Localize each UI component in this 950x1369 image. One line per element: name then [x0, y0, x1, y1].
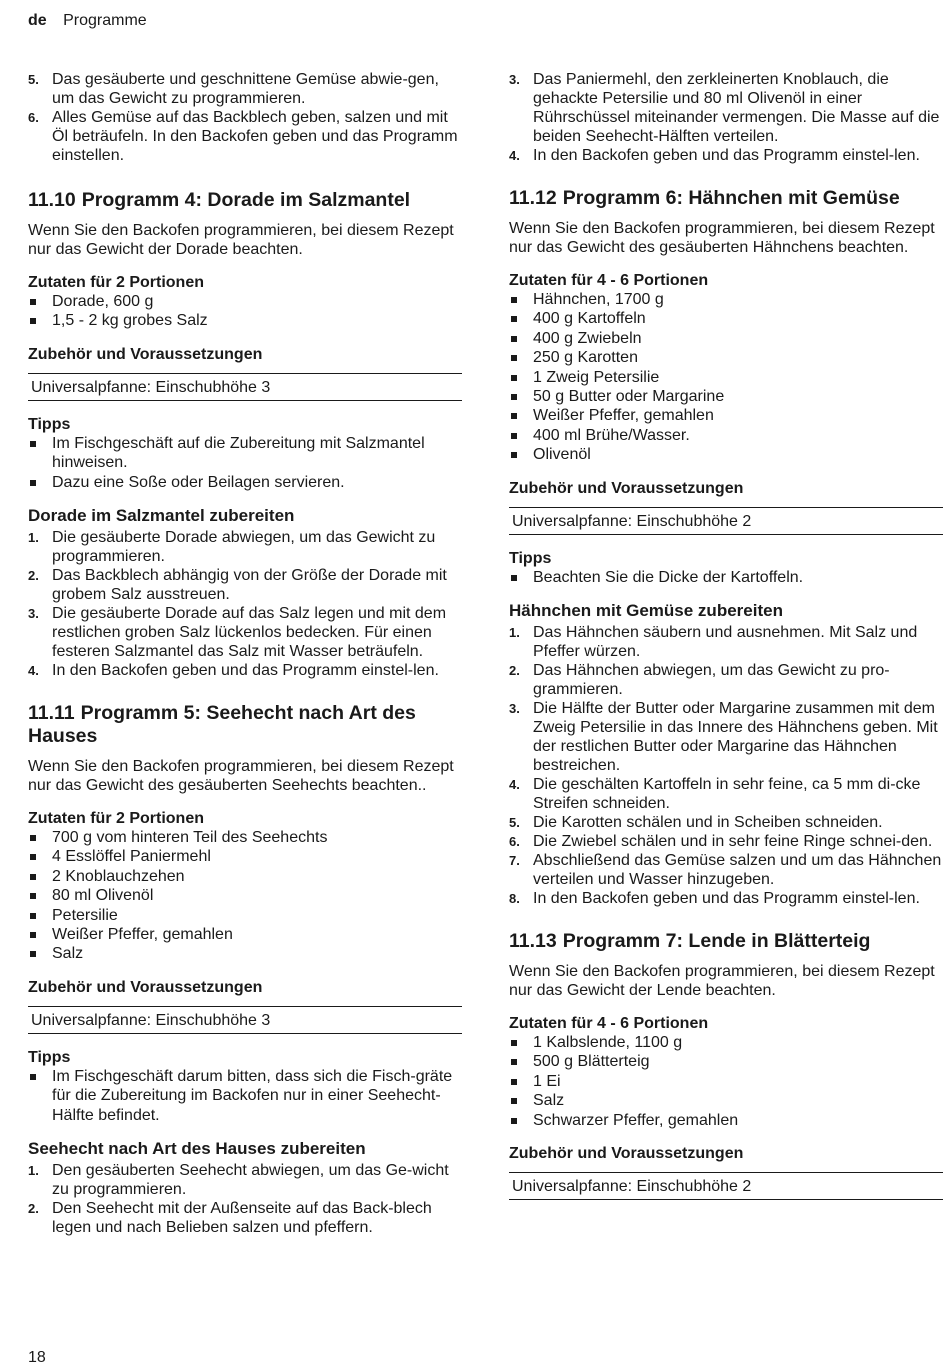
- list-item: 1,5 - 2 kg grobes Salz: [28, 311, 462, 330]
- step-number: 8.: [509, 891, 520, 907]
- accessories-label: Zubehör und Voraussetzungen: [509, 1145, 744, 1163]
- list-item: 1 Kalbslende, 1100 g: [509, 1033, 943, 1052]
- prep-heading: Hähnchen mit Gemüse zubereiten: [509, 601, 783, 621]
- step-number: 3.: [509, 72, 520, 87]
- continued-steps: [28, 70, 462, 165]
- list-item: Weißer Pfeffer, gemahlen: [509, 406, 943, 425]
- accessory-table: Universalpfanne: Einschubhöhe 2: [509, 507, 943, 535]
- step-item: [509, 775, 943, 813]
- step-text: In den Backofen geben und das Programm einstel-len.: [52, 662, 439, 680]
- left-column: [28, 70, 462, 1237]
- step-item: [509, 851, 943, 889]
- list-item: 2 Knoblauchzehen: [28, 867, 462, 886]
- step-item: [28, 604, 462, 661]
- section-intro: Wenn Sie den Backofen programmieren, bei diesem Rezept nur das Gewicht der Dorade beachten.: [28, 222, 454, 258]
- accessory-table: Universalpfanne: Einschubhöhe 2: [509, 1172, 943, 1200]
- list-item: 80 ml Olivenöl: [28, 886, 462, 905]
- list-item: 400 g Zwiebeln: [509, 329, 943, 348]
- list-item: 1 Zweig Petersilie: [509, 368, 943, 387]
- tips-list: [28, 1067, 462, 1125]
- language-code: de: [28, 12, 47, 29]
- step-text: Die geschälten Kartoffeln in sehr feine, ca 5 mm di-cke Streifen schneiden.: [533, 776, 921, 813]
- section-intro: Wenn Sie den Backofen programmieren, bei diesem Rezept nur das Gewicht des gesäuberten Seehechts beachten..: [28, 758, 454, 795]
- step-number: 2.: [28, 568, 39, 584]
- step-text: Den Seehecht mit der Außenseite auf das Back-blech legen und nach Belieben salzen und pfeffern.: [52, 1200, 432, 1237]
- step-text: Abschließend das Gemüse salzen und um das Hähnchen verteilen und Wasser hinzugeben.: [533, 852, 942, 889]
- step-item: [509, 813, 943, 832]
- accessory-table: Universalpfanne: Einschubhöhe 3: [28, 373, 462, 401]
- accessories-label: Zubehör und Voraussetzungen: [28, 345, 263, 363]
- step-item: [509, 623, 943, 661]
- list-item: 4 Esslöffel Paniermehl: [28, 847, 462, 866]
- section-title: Programm 4: Dorade im Salzmantel: [81, 189, 411, 211]
- section-number: 11.11: [28, 702, 75, 725]
- tips-list: [28, 434, 462, 492]
- prep-steps: [28, 528, 462, 680]
- header-section: Programme: [63, 12, 147, 29]
- step-item: [509, 889, 943, 908]
- step-text: Das gesäuberte und geschnittene Gemüse abwie-gen, um das Gewicht zu programmieren.: [52, 71, 439, 107]
- step-text: Das Paniermehl, den zerkleinerten Knoblauch, die gehackte Petersilie und 80 ml Olivenöl in einer Rührschüssel miteinander vermengen. Die Masse auf die beiden Seehecht-Hälften verteilen.: [533, 71, 940, 145]
- prep-steps: [509, 623, 943, 908]
- step-item: [509, 70, 943, 146]
- tips-label: Tipps: [28, 1048, 71, 1066]
- section-title: Programm 6: Hähnchen mit Gemüse: [562, 187, 900, 209]
- section-title: Programm 5: Seehecht nach Art des Hauses: [28, 702, 416, 748]
- section-intro: Wenn Sie den Backofen programmieren, bei diesem Rezept nur das Gewicht des gesäuberten Hähnchens beachten.: [509, 220, 935, 256]
- step-number: 4.: [509, 777, 520, 793]
- step-number: 1.: [28, 530, 39, 546]
- list-item: 400 ml Brühe/Wasser.: [509, 426, 943, 445]
- prep-heading: Seehecht nach Art des Hauses zubereiten: [28, 1139, 366, 1159]
- step-number: 3.: [28, 606, 39, 622]
- ingredients-list: [509, 1033, 943, 1130]
- step-text: In den Backofen geben und das Programm einstel-len.: [533, 890, 920, 908]
- step-number: 4.: [509, 148, 520, 163]
- section-number: 11.13: [509, 930, 557, 953]
- list-item: Schwarzer Pfeffer, gemahlen: [509, 1111, 943, 1130]
- step-item: [28, 1199, 462, 1237]
- step-number: 3.: [509, 701, 520, 717]
- tips-label: Tipps: [28, 415, 71, 433]
- page-number: 18: [28, 1349, 46, 1366]
- step-text: Die gesäuberte Dorade auf das Salz legen und mit dem restlichen groben Salz lückenlos bedecken. Für einen festeren Salzmantel das Salz mit Wasser beträufeln.: [52, 605, 447, 661]
- prep-steps: [28, 1161, 462, 1237]
- step-item: [509, 146, 943, 165]
- step-text: Das Backblech abhängig von der Größe der Dorade mit grobem Salz ausstreuen.: [52, 567, 447, 604]
- ingredients-list: [509, 290, 943, 465]
- step-text: In den Backofen geben und das Programm einstel-len.: [533, 147, 920, 164]
- list-item: Beachten Sie die Dicke der Kartoffeln.: [509, 568, 943, 587]
- step-number: 6.: [509, 834, 520, 850]
- step-number: 1.: [28, 1163, 39, 1179]
- ingredients-label: Zutaten für 2 Portionen: [28, 810, 204, 828]
- ingredients-label: Zutaten für 4 - 6 Portionen: [509, 1015, 709, 1033]
- step-text: Den gesäuberten Seehecht abwiegen, um das Ge-wicht zu programmieren.: [52, 1162, 449, 1199]
- step-text: Das Hähnchen abwiegen, um das Gewicht zu pro-grammieren.: [533, 662, 890, 699]
- list-item: Olivenöl: [509, 445, 943, 464]
- ingredients-list: [28, 292, 462, 331]
- section-heading-11-13: [509, 930, 943, 953]
- step-item: [509, 832, 943, 851]
- section-title: Programm 7: Lende in Blätterteig: [562, 930, 871, 953]
- step-text: Die Karotten schälen und in Scheiben schneiden.: [533, 814, 883, 832]
- step-text: Alles Gemüse auf das Backblech geben, salzen und mit Öl beträufeln. In den Backofen geben und das Programm einstellen.: [52, 109, 458, 164]
- step-text: Das Hähnchen säubern und ausnehmen. Mit Salz und Pfeffer würzen.: [533, 624, 918, 661]
- prep-heading: Dorade im Salzmantel zubereiten: [28, 506, 295, 526]
- step-number: 6.: [28, 110, 39, 125]
- step-text: Die gesäuberte Dorade abwiegen, um das Gewicht zu programmieren.: [52, 529, 436, 566]
- step-item: [28, 528, 462, 566]
- tips-label: Tipps: [509, 549, 552, 567]
- step-item: [509, 699, 943, 775]
- list-item: Salz: [28, 944, 462, 963]
- list-item: 400 g Kartoffeln: [509, 309, 943, 328]
- page-header: [28, 12, 147, 30]
- step-number: 4.: [28, 663, 39, 679]
- step-number: 1.: [509, 625, 520, 641]
- list-item: Salz: [509, 1091, 943, 1110]
- tips-list: [509, 568, 943, 587]
- list-item: Dorade, 600 g: [28, 292, 462, 311]
- list-item: 700 g vom hinteren Teil des Seehechts: [28, 828, 462, 847]
- list-item: 500 g Blätterteig: [509, 1052, 943, 1071]
- ingredients-list: [28, 828, 462, 964]
- list-item: Hähnchen, 1700 g: [509, 290, 943, 309]
- list-item: 1 Ei: [509, 1072, 943, 1091]
- ingredients-label: Zutaten für 2 Portionen: [28, 274, 204, 291]
- step-item: [28, 70, 462, 108]
- section-intro: Wenn Sie den Backofen programmieren, bei diesem Rezept nur das Gewicht der Lende beachten.: [509, 963, 935, 1000]
- accessory-table: Universalpfanne: Einschubhöhe 3: [28, 1006, 462, 1034]
- list-item: Petersilie: [28, 906, 462, 925]
- ingredients-label: Zutaten für 4 - 6 Portionen: [509, 272, 709, 289]
- step-number: 5.: [509, 815, 520, 831]
- step-text: Die Hälfte der Butter oder Margarine zusammen mit dem Zweig Petersilie in das Innere des Hähnchens geben. Mit der restlichen Butter oder Margarine das Hähnchen bestreichen.: [533, 700, 938, 775]
- section-heading-11-10: [28, 189, 462, 212]
- section-heading-11-12: [509, 187, 943, 210]
- continued-steps: [509, 70, 943, 165]
- right-column: [509, 70, 943, 1214]
- step-number: 2.: [28, 1201, 39, 1217]
- step-item: [509, 661, 943, 699]
- step-item: [28, 108, 462, 165]
- list-item: Im Fischgeschäft auf die Zubereitung mit Salzmantel hinweisen.: [28, 434, 462, 473]
- step-number: 7.: [509, 853, 520, 869]
- step-text: Die Zwiebel schälen und in sehr feine Ringe schnei-den.: [533, 833, 933, 851]
- list-item: Weißer Pfeffer, gemahlen: [28, 925, 462, 944]
- list-item: Im Fischgeschäft darum bitten, dass sich die Fisch-gräte für die Zubereitung im Backofen nur in einer Seehecht-Hälfte befindet.: [28, 1067, 462, 1125]
- section-number: 11.12: [509, 187, 557, 209]
- step-item: [28, 661, 462, 680]
- section-number: 11.10: [28, 189, 76, 211]
- list-item: 250 g Karotten: [509, 348, 943, 367]
- list-item: 50 g Butter oder Margarine: [509, 387, 943, 406]
- step-item: [28, 1161, 462, 1199]
- step-number: 5.: [28, 72, 39, 87]
- step-item: [28, 566, 462, 604]
- section-heading-11-11: [28, 702, 462, 748]
- accessories-label: Zubehör und Voraussetzungen: [28, 978, 263, 996]
- accessories-label: Zubehör und Voraussetzungen: [509, 479, 744, 497]
- list-item: Dazu eine Soße oder Beilagen servieren.: [28, 473, 462, 492]
- step-number: 2.: [509, 663, 520, 679]
